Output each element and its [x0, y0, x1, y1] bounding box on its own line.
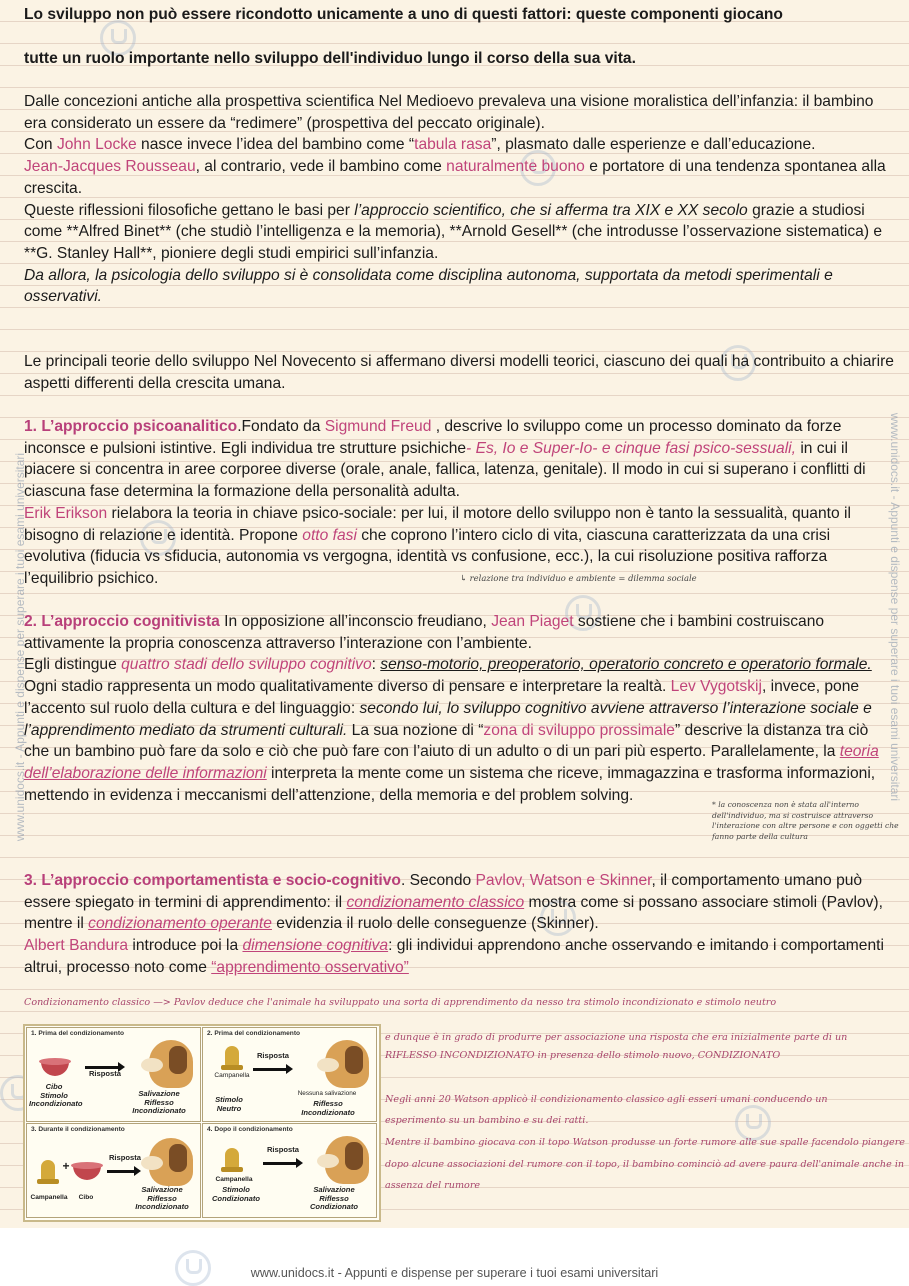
- section-3-heading: 3. L’approccio comportamentista e socio-cognitivo: [24, 872, 401, 889]
- history-paragraph-4: Queste riflessioni filosofiche gettano le basi per l’approccio scientifico, che si afferma tra XIX e XX secolo grazie a studiosi come **Alfred Binet** (che studiò l’intelligenza e la memoria), **Arnold Gesell** (che introdusse l’osservazione sistematica) e **G. Stanley Hall**, pioniere degli studi empirici sull’infanzia.: [24, 201, 883, 262]
- bell-icon: [41, 1160, 55, 1180]
- section-2-heading: 2. L’approccio cognitivista: [24, 613, 220, 630]
- arrow-icon: [263, 1162, 297, 1165]
- handwritten-line-6: Mentre il bambino giocava con il topo Watson produsse un forte rumore alle sue spalle facendolo piangere: [385, 1137, 905, 1148]
- arrow-icon: [107, 1170, 135, 1173]
- handwritten-line-8: assenza del rumore: [385, 1180, 481, 1191]
- name-erikson: Erik Erikson: [24, 504, 108, 522]
- arrow-icon: [253, 1068, 287, 1071]
- panel-after-conditioning: 4. Dopo il condizionamento Campanella Stimolo Condizionato Risposta Salivazione Riflesso Condizionato: [202, 1123, 377, 1218]
- name-locke: John Locke: [56, 136, 137, 154]
- names-behaviorists: Pavlov, Watson e Skinner: [475, 872, 652, 889]
- pavlov-conditioning-figure: [23, 1024, 381, 1222]
- section-1-erikson: Erik Erikson rielabora la teoria in chiave psico-sociale: per lui, il motore dello sviluppo non è tanto la sessualità, quanto il bisogno di relazione e identità. Propone otto fasi che coprono l’intero ciclo di vita, ciascuna caratterizzata da una crisi evolutiva (fiducia vs sfiducia, autonomia vs vergogna, identità vs confusione, ecc.), la cui risoluzione positiva rafforza l’equilibrio psichico.: [24, 504, 851, 587]
- history-paragraph-2: Con John Locke nasce invece l’idea del bambino come “tabula rasa”, plasmato dalle esperienze e dall’educazione.: [24, 136, 816, 154]
- bell-icon: [225, 1148, 239, 1168]
- handwritten-line-1: Condizionamento classico —> Pavlov deduce che l'animale ha sviluppato una sorta di apprendimento da nesso tra stimolo incondizionato e stimolo neutro: [24, 997, 777, 1008]
- section-psicoanalitico: [24, 416, 894, 590]
- section-3-bandura: Albert Bandura introduce poi la dimensione cognitiva: gli individui apprendono anche osservando e imitando i comportamenti altrui, processo noto come “apprendimento osservativo”: [24, 937, 884, 976]
- dog-icon: [325, 1040, 369, 1088]
- history-paragraph-1: Dalle concezioni antiche alla prospettiva scientifica Nel Medioevo prevaleva una visione moralistica dell’infanzia: il bambino era considerato un essere da “redimere” (prospettiva del peccato originale).: [24, 93, 874, 132]
- arrow-icon: [85, 1066, 119, 1069]
- term-tabula-rasa: tabula rasa: [414, 136, 492, 154]
- section-1-heading: 1. L’approccio psicoanalitico: [24, 418, 238, 435]
- name-piaget: Jean Piaget: [491, 613, 574, 630]
- panel-before-conditioning-2: 2. Prima del condizionamento Campanella Stimolo Neutro Risposta Nessuna salivazione Riflesso Incondizionato: [202, 1027, 377, 1122]
- intro-line-1: Lo sviluppo non può essere ricondotto unicamente a uno di questi fattori: queste componenti giocano: [24, 6, 783, 23]
- handwritten-margin-note: * la conoscenza non è stata all'interno dell'individuo, ma si costruisce attraverso l'interazione con altre persone e con oggetti che fanno parte della cultura: [712, 800, 899, 841]
- term-naturalmente-buono: naturalmente buono: [446, 158, 585, 176]
- theories-intro: Le principali teorie dello sviluppo Nel Novecento si affermano diversi modelli teorici, ciascuno dei quali ha contribuito a chiarire aspetti differenti della crescita umana.: [24, 353, 894, 392]
- handwritten-line-3: RIFLESSO INCONDIZIONATO in presenza dello stimolo nuovo, CONDIZIONATO: [385, 1050, 781, 1061]
- section-1-paragraph: 1. L’approccio psicoanalitico.Fondato da Sigmund Freud , descrive lo sviluppo come un processo dominato da forze inconsce e pulsioni istintive. Egli individua tre strutture psichiche- Es, Io e Super-Io- e cinque fasi psico-sessuali, in cui il piacere si concentra in aree corporee diverse (orale, anale, fallica, latenza, genitale). Il modo in cui si superano i conflitti di ciascuna fase determina la formazione della personalità adulta.: [24, 418, 866, 501]
- panel-before-conditioning-1: 1. Prima del condizionamento Cibo Stimolo Incondizionato Risposta Salivazione Riflesso Incondizionato: [26, 1027, 201, 1122]
- name-freud: Sigmund Freud: [324, 418, 432, 435]
- bell-icon: [225, 1046, 239, 1066]
- handwritten-line-2: e dunque è in grado di produrre per associazione una risposta che era inizialmente parte di un: [385, 1032, 848, 1043]
- handwritten-line-5: esperimento su un bambino e su dei ratti.: [385, 1115, 589, 1126]
- section-cognitivista: [24, 611, 894, 806]
- section-3-paragraph: 3. L’approccio comportamentista e socio-cognitivo. Secondo Pavlov, Watson e Skinner, il comportamento umano può essere spiegato in termini di apprendimento: il condizionamento classico mostra come si possano associare stimoli (Pavlov), mentre il condizionamento operante evidenzia il ruolo delle conseguenze (Skinner).: [24, 872, 883, 933]
- handwritten-line-7: dopo alcune associazioni del rumore con il topo, il bambino cominciò ad avere paura dell'animale anche in: [385, 1159, 905, 1170]
- watermark-logo-icon: [735, 1105, 771, 1141]
- food-bowl-icon: [41, 1062, 69, 1076]
- panel-during-conditioning: 3. Durante il condizionamento + Campanella Cibo Risposta Salivazione Riflesso Incondizionato: [26, 1123, 201, 1218]
- history-paragraph-5: Da allora, la psicologia dello sviluppo si è consolidata come disciplina autonoma, supportata da metodi sperimentali e osservativi.: [24, 266, 833, 306]
- side-watermark-right: www.unidocs.it - Appunti e dispense per superare i tuoi esami universitari: [888, 412, 902, 802]
- section-2-paragraph: 2. L’approccio cognitivista In opposizione all’inconscio freudiano, Jean Piaget sostiene che i bambini costruiscano attivamente la propria conoscenza attraverso l’interazione con l’ambiente.: [24, 613, 825, 652]
- handwritten-line-4: Negli anni 20 Watson applicò il condizionamento classico agli esseri umani conducendo un: [385, 1094, 828, 1105]
- section-comportamentista: [24, 870, 894, 979]
- history-paragraph-3: Jean-Jacques Rousseau, al contrario, vede il bambino come naturalmente buono e portatore di una tendenza spontanea alla crescita.: [24, 158, 886, 197]
- name-vygotskij: Lev Vygotskij: [670, 678, 762, 696]
- handwritten-note-relazione: ↳ relazione tra individuo e ambiente = dilemma sociale: [460, 573, 697, 583]
- intro-section: [24, 4, 894, 69]
- section-2-stadi: Egli distingue quattro stadi dello sviluppo cognitivo: senso-motorio, preoperatorio, operatorio concreto e operatorio formale. Ogni stadio rappresenta un modo qualitativamente diverso di pensare e interpretare la realtà. Lev Vygotskij, invece, pone l’accento sul ruolo della cultura e del linguaggio: secondo lui, lo sviluppo cognitivo avviene attraverso l’interazione sociale e l’apprendimento mediato da strumenti culturali. La sua nozione di “zona di sviluppo prossimale” descrive la distanza tra ciò che un bambino può fare da solo e ciò che può fare con l’aiuto di un adulto o di un pari più esperto. Parallelamente, la teoria dell’elaborazione delle informazioni interpreta la mente come un sistema che riceve, immagazzina e trasforma informazioni, mettendo in evidenza i meccanismi dell’attenzione, della memoria e del problem solving.: [24, 656, 879, 804]
- name-bandura: Albert Bandura: [24, 937, 129, 955]
- dog-icon: [325, 1136, 369, 1184]
- name-rousseau: Jean-Jacques Rousseau: [24, 158, 196, 176]
- side-watermark-left: www.unidocs.it - Appunti e dispense per superare i tuoi esami universitari: [13, 452, 27, 842]
- intro-line-2: tutte un ruolo importante nello sviluppo dell'individuo lungo il corso della sua vita.: [24, 49, 636, 67]
- footer-watermark: www.unidocs.it - Appunti e dispense per superare i tuoi esami universitari: [250, 1266, 659, 1280]
- history-section: [24, 91, 894, 308]
- food-bowl-icon: [73, 1166, 101, 1180]
- dog-icon: [149, 1138, 193, 1186]
- dog-icon: [149, 1040, 193, 1088]
